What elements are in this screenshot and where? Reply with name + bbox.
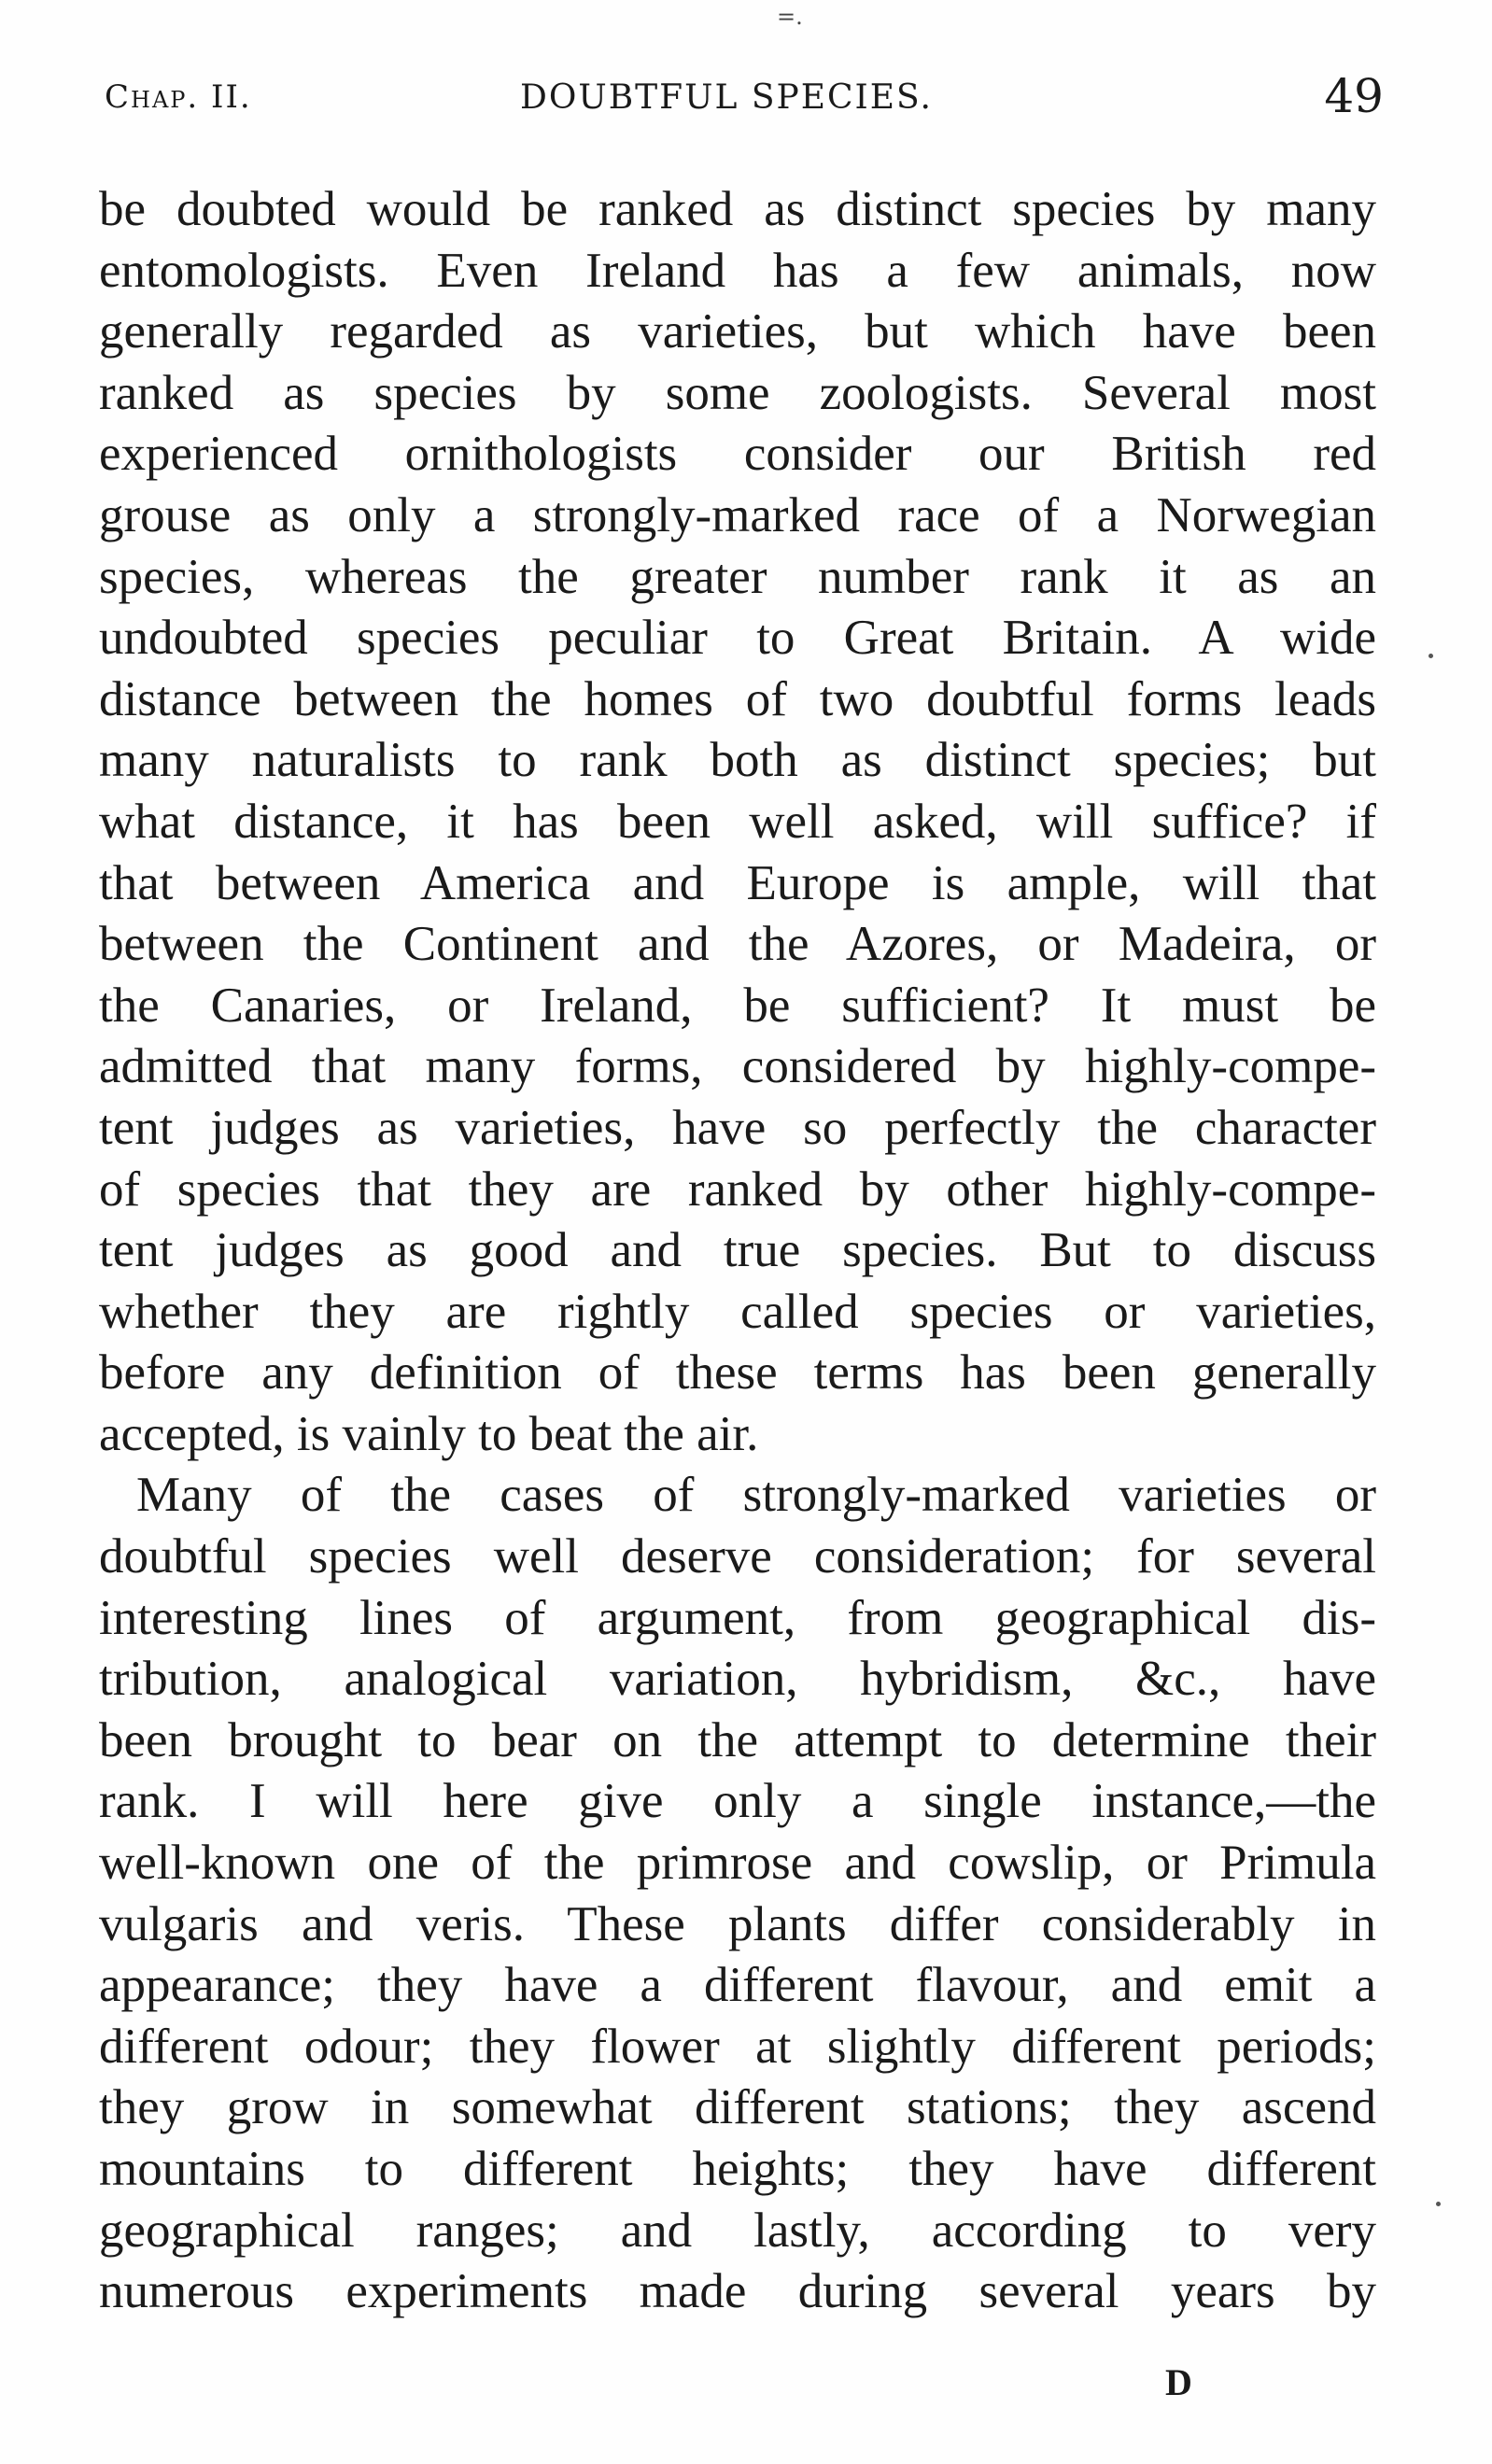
text-line: vulgaris and veris. These plants differ considerably in: [99, 1896, 1376, 1951]
text-line: doubtful species well deserve consideration; for several: [99, 1529, 1376, 1584]
text-line: tribution, analogical variation, hybridism, &c., have: [99, 1652, 1376, 1707]
signature-mark: D: [1165, 2361, 1192, 2403]
text-line: generally regarded as varieties, but which have been: [99, 304, 1376, 359]
text-line: species, whereas the greater number rank it as an: [99, 549, 1376, 604]
chapter-label: Chap. II.: [105, 78, 252, 116]
text-line: numerous experiments made during several years by: [99, 2264, 1376, 2319]
print-speck: [1429, 654, 1433, 658]
text-line: rank. I will here give only a single instance,—the: [99, 1774, 1376, 1829]
text-line: well-known one of the primrose and cowslip, or Primula: [99, 1836, 1376, 1891]
text-line: appearance; they have a different flavour, and emit a: [99, 1958, 1376, 2013]
print-speck: [1436, 2202, 1441, 2206]
text-line: distance between the homes of two doubtful forms leads: [99, 671, 1376, 726]
printer-mark: =.: [777, 4, 803, 30]
text-line: whether they are rightly called species or varieties,: [99, 1284, 1376, 1339]
body-text: [99, 179, 1376, 2323]
text-line: experienced ornithologists consider our British red: [99, 427, 1376, 482]
text-line: different odour; they flower at slightly different periods;: [99, 2019, 1376, 2074]
text-line: that between America and Europe is ample, will that: [99, 855, 1376, 910]
text-line: what distance, it has been well asked, will suffice? if: [99, 794, 1376, 849]
text-line: mountains to different heights; they have different: [99, 2142, 1376, 2196]
text-line: accepted, is vainly to beat the air.: [99, 1406, 759, 1461]
text-line: admitted that many forms, considered by highly-compe-: [99, 1039, 1376, 1094]
paragraph-1: [99, 179, 1376, 1465]
running-header: [105, 67, 1384, 133]
paragraph-2: [99, 1465, 1376, 2322]
text-line: they grow in somewhat different stations; they ascend: [99, 2080, 1376, 2135]
page-number: 49: [1324, 69, 1384, 123]
text-line: ranked as species by some zoologists. Several most: [99, 365, 1376, 420]
text-line: geographical ranges; and lastly, according to very: [99, 2203, 1376, 2258]
text-line: be doubted would be ranked as distinct species by many: [99, 182, 1376, 236]
text-line: entomologists. Even Ireland has a few animals, now: [99, 243, 1376, 298]
text-line: before any definition of these terms has been generally: [99, 1345, 1376, 1401]
text-line: tent judges as good and true species. But to discuss: [99, 1223, 1376, 1278]
text-line: between the Continent and the Azores, or Madeira, or: [99, 917, 1376, 972]
text-line: many naturalists to rank both as distinct species; but: [99, 733, 1376, 788]
running-title: DOUBTFUL SPECIES.: [520, 78, 933, 117]
text-line: of species that they are ranked by other highly-compe-: [99, 1162, 1376, 1217]
text-line: tent judges as varieties, have so perfectly the character: [99, 1100, 1376, 1155]
text-line: undoubted species peculiar to Great Britain. A wide: [99, 611, 1376, 666]
text-line: Many of the cases of strongly-marked varieties or: [136, 1468, 1376, 1523]
text-line: grouse as only a strongly-marked race of a Norwegian: [99, 487, 1376, 542]
text-line: been brought to bear on the attempt to determine their: [99, 1712, 1376, 1767]
text-line: interesting lines of argument, from geographical dis-: [99, 1590, 1376, 1645]
text-line: the Canaries, or Ireland, be sufficient? It must be: [99, 978, 1376, 1033]
